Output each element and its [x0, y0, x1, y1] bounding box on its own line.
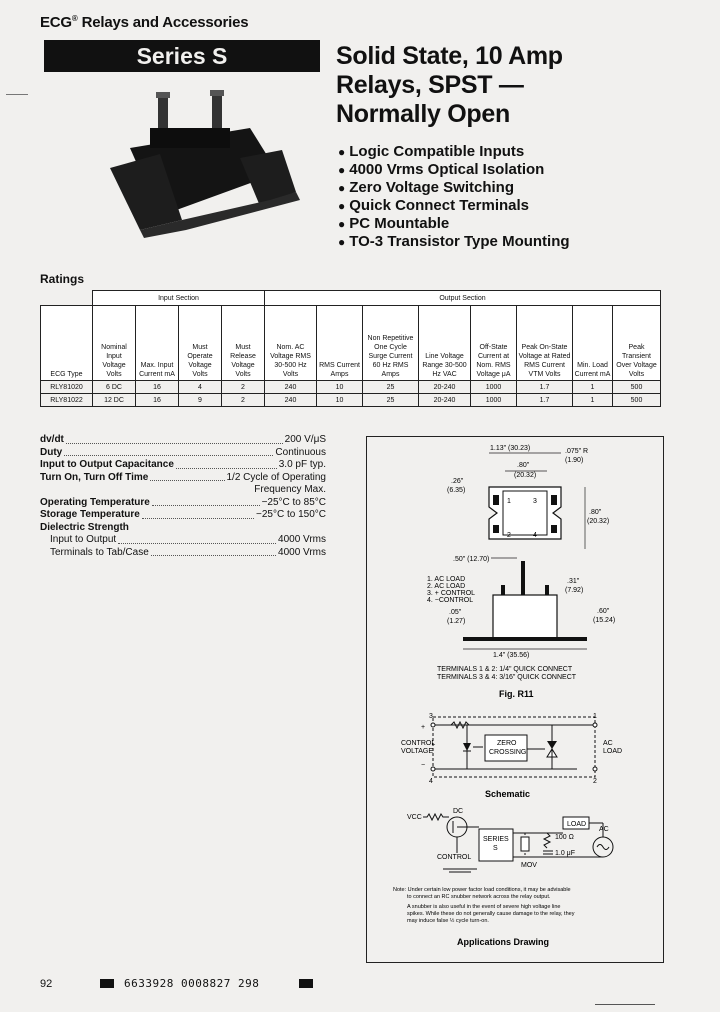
- feature-item: ● Zero Voltage Switching: [338, 179, 570, 197]
- table-cell: 12 DC: [93, 394, 136, 407]
- table-cell: 25: [363, 381, 419, 394]
- spec-label: Input to Output: [50, 534, 117, 545]
- dimension-drawing: [367, 437, 663, 707]
- table-cell: 1: [573, 394, 613, 407]
- dim-label: (7.92): [565, 587, 584, 594]
- app-note: spikes. While these do not generally cause damage to the relay, they: [407, 911, 575, 917]
- table-cell: RLY81022: [41, 394, 93, 407]
- schematic-diagram: [367, 707, 663, 803]
- pin-label: 1: [593, 713, 597, 720]
- dim-label: (1.90): [565, 457, 584, 464]
- table-cell: 25: [363, 394, 419, 407]
- polarity-label: +: [421, 724, 426, 731]
- table-cell: 1.7: [517, 381, 573, 394]
- pin-label: 3: [533, 498, 537, 505]
- column-header: Nominal Input Voltage Volts: [93, 306, 136, 381]
- feature-item: ● PC Mountable: [338, 215, 570, 233]
- dim-label: .50" (12.70): [453, 556, 490, 563]
- table-cell: 2: [222, 394, 265, 407]
- terminal-label: 3. + CONTROL: [427, 590, 476, 597]
- column-header: Non Repetitive One Cycle Surge Current 60 Hz RMS Amps: [363, 306, 419, 381]
- dim-label: (6.35): [447, 487, 466, 494]
- app-note: A snubber is also useful in the event of severe high voltage line: [407, 904, 561, 910]
- spec-value: 4000 Vrms: [278, 546, 326, 558]
- schematic-label: AC: [603, 740, 613, 747]
- app-label: DC: [453, 808, 464, 815]
- spec-row: [40, 522, 326, 535]
- relay-photo: [100, 88, 300, 238]
- pin-label: 3: [429, 713, 433, 720]
- table-cell: 1.7: [517, 394, 573, 407]
- spec-row: [40, 547, 326, 560]
- spec-row: [40, 434, 326, 447]
- terminal-label: 1. AC LOAD: [427, 576, 466, 583]
- spec-label: Terminals to Tab/Case: [50, 546, 149, 558]
- column-header: ECG Type: [41, 306, 93, 381]
- terminal-note: TERMINALS 1 & 2: 1/4" QUICK CONNECT: [437, 666, 573, 673]
- app-label: VCC: [407, 814, 422, 821]
- figure-caption: Fig. R11: [499, 689, 534, 699]
- column-header: Peak Transient Over Voltage Volts: [613, 306, 661, 381]
- dim-label: 1.13" (30.23): [490, 445, 531, 452]
- column-header: Min. Load Current mA: [573, 306, 613, 381]
- edge-line: [595, 1004, 655, 1005]
- app-label: MOV: [521, 862, 537, 869]
- pin-label: 4: [429, 778, 433, 785]
- block-label: ZERO: [497, 740, 517, 747]
- table-cell: 2: [222, 381, 265, 394]
- input-section-header: Input Section: [93, 291, 265, 306]
- app-label: 100 Ω: [555, 834, 574, 841]
- dim-label: 1.4" (35.56): [493, 652, 530, 659]
- app-label: 1.0 μF: [555, 850, 575, 857]
- dim-label: .31": [567, 578, 580, 585]
- table-cell: 10: [317, 394, 363, 407]
- spec-label: Operating Temperature: [40, 496, 150, 508]
- schematic-caption: Schematic: [485, 789, 531, 799]
- table-cell: 1000: [471, 381, 517, 394]
- page-header: ECG® Relays and Accessories: [40, 14, 249, 31]
- table-cell: 16: [136, 381, 179, 394]
- margin-mark: [6, 94, 28, 95]
- spec-row: [40, 459, 326, 472]
- table-cell: 500: [613, 381, 661, 394]
- spec-row: [40, 509, 326, 522]
- column-header: Must Operate Voltage Volts: [179, 306, 222, 381]
- dim-label: (1.27): [447, 618, 466, 625]
- column-header: Line Voltage Range 30-500 Hz VAC: [419, 306, 471, 381]
- table-cell: 240: [265, 394, 317, 407]
- series-label: Series S: [44, 40, 320, 72]
- dim-label: (20.32): [514, 472, 537, 479]
- terminal-label: 4. −CONTROL: [427, 597, 474, 604]
- pin-label: 1: [507, 498, 511, 505]
- dim-label: .26": [451, 478, 464, 485]
- app-note: Note: Under certain low power factor load conditions, it may be advisable: [393, 887, 571, 893]
- dim-label: .05": [449, 609, 462, 616]
- table-cell: 20-240: [419, 381, 471, 394]
- spec-value: −25°C to 150°C: [256, 509, 326, 520]
- table-cell: 1: [573, 381, 613, 394]
- dim-label: .80": [589, 509, 602, 516]
- column-header: RMS Current Amps: [317, 306, 363, 381]
- table-row: [41, 381, 661, 394]
- column-header: Max. Input Current mA: [136, 306, 179, 381]
- feature-item: ● 4000 Vrms Optical Isolation: [338, 161, 570, 179]
- feature-list: [338, 143, 570, 251]
- product-title: [336, 42, 563, 129]
- table-cell: 16: [136, 394, 179, 407]
- app-label: LOAD: [567, 821, 587, 828]
- app-label: S: [493, 845, 498, 852]
- title-line: Normally Open: [336, 100, 510, 128]
- table-cell: 20-240: [419, 394, 471, 407]
- terminal-label: 2. AC LOAD: [427, 583, 466, 590]
- app-label: AC: [599, 826, 609, 833]
- spec-value: 3.0 pF typ.: [278, 459, 326, 470]
- spec-row: [40, 472, 326, 485]
- dim-label: .80": [517, 462, 530, 469]
- block-label: CROSSING: [489, 749, 527, 756]
- spec-row: [40, 447, 326, 460]
- dim-label: (15.24): [593, 617, 616, 624]
- title-line: Relays, SPST —: [336, 71, 524, 99]
- title-line: Solid State, 10 Amp: [336, 42, 563, 70]
- spec-value: 200 V/μS: [284, 434, 326, 445]
- table-cell: RLY81020: [41, 381, 93, 394]
- table-cell: 9: [179, 394, 222, 407]
- spec-value: 1/2 Cycle of Operating: [226, 471, 326, 483]
- column-header: Must Release Voltage Volts: [222, 306, 265, 381]
- app-label: CONTROL: [437, 854, 472, 861]
- catalog-code: 6633928 0008827 298: [124, 977, 260, 990]
- output-section-header: Output Section: [265, 291, 661, 306]
- schematic-label: LOAD: [603, 748, 623, 755]
- app-note: may induce false ½ cycle turn-on.: [407, 918, 489, 924]
- polarity-label: −: [421, 762, 426, 769]
- table-cell: 4: [179, 381, 222, 394]
- pin-label: 2: [593, 778, 597, 785]
- spec-row: [40, 534, 326, 547]
- feature-item: ● Logic Compatible Inputs: [338, 143, 570, 161]
- spec-label: Duty: [40, 446, 63, 458]
- table-corner: [41, 291, 93, 306]
- app-caption: Applications Drawing: [457, 937, 550, 947]
- spec-value: −25°C to 85°C: [261, 496, 326, 508]
- spec-label: Turn On, Turn Off Time: [40, 471, 149, 483]
- app-label: SERIES: [483, 836, 509, 843]
- table-cell: 1000: [471, 394, 517, 407]
- ratings-table: [40, 290, 661, 407]
- spec-value: Continuous: [275, 446, 326, 458]
- schematic-label: VOLTAGE: [401, 748, 434, 755]
- dim-label: (20.32): [587, 518, 610, 525]
- app-note: to connect an RC snubber network across the relay output.: [407, 894, 551, 900]
- spec-label: Storage Temperature: [40, 509, 140, 520]
- spec-list: [40, 434, 326, 559]
- feature-item: ● Quick Connect Terminals: [338, 197, 570, 215]
- barcode-mark: [100, 979, 114, 988]
- table-row: [41, 394, 661, 407]
- column-header: Nom. AC Voltage RMS 30-500 Hz Volts: [265, 306, 317, 381]
- spec-label: dv/dt: [40, 434, 64, 445]
- spec-row: [40, 497, 326, 510]
- ratings-heading: Ratings: [40, 272, 85, 286]
- barcode-mark: [299, 979, 313, 988]
- dim-label: .60": [597, 608, 610, 615]
- page-number: 92: [40, 978, 53, 990]
- dim-label: .075" R: [565, 448, 589, 455]
- applications-diagram: [367, 803, 663, 961]
- schematic-label: CONTROL: [401, 740, 436, 747]
- drawings-panel: [366, 436, 664, 963]
- spec-value: 4000 Vrms: [278, 534, 326, 545]
- column-header: Off-State Current at Nom. RMS Voltage μA: [471, 306, 517, 381]
- spec-value-continued: Frequency Max.: [254, 484, 326, 495]
- table-cell: 240: [265, 381, 317, 394]
- table-cell: 10: [317, 381, 363, 394]
- table-cell: 500: [613, 394, 661, 407]
- terminal-note: TERMINALS 3 & 4: 3/16" QUICK CONNECT: [437, 674, 577, 681]
- pin-label: 2: [507, 532, 511, 539]
- pin-label: 4: [533, 532, 537, 539]
- feature-item: ● TO-3 Transistor Type Mounting: [338, 233, 570, 251]
- spec-label: Dielectric Strength: [40, 521, 129, 533]
- column-header: Peak On-State Voltage at Rated RMS Current VTM Volts: [517, 306, 573, 381]
- spec-label: Input to Output Capacitance: [40, 459, 174, 470]
- table-cell: 6 DC: [93, 381, 136, 394]
